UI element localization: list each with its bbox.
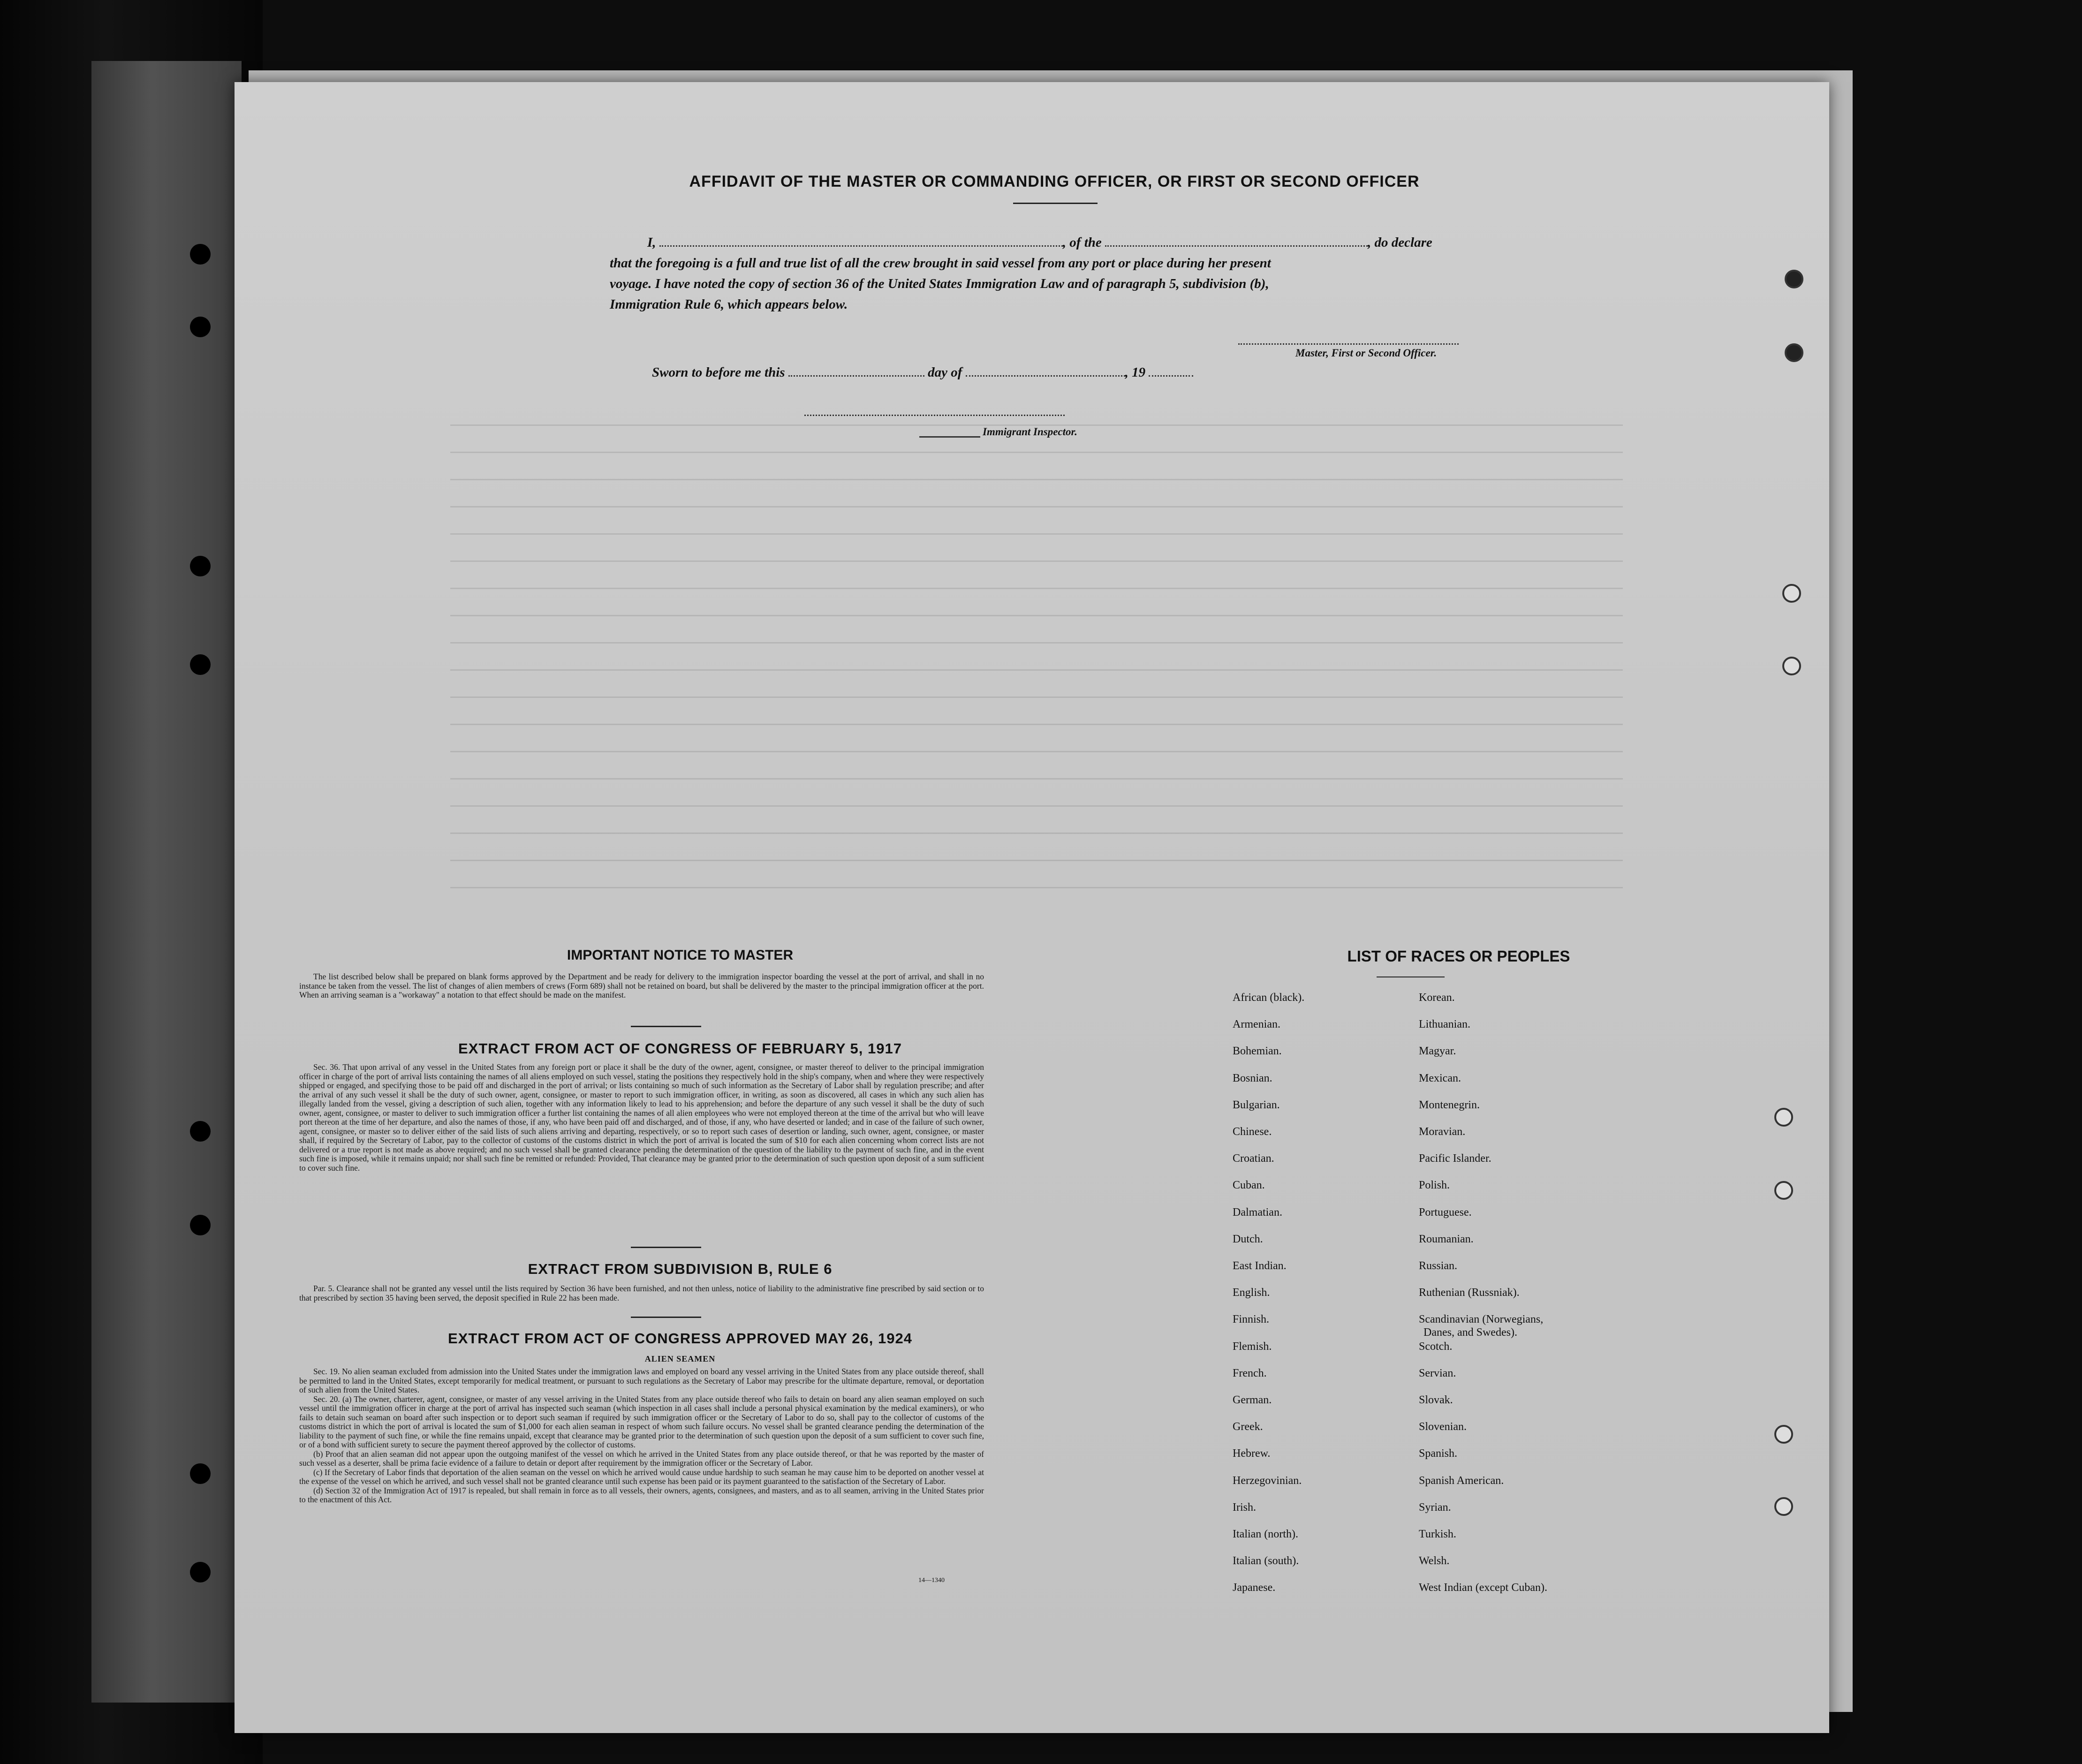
race-item: Lithuanian.	[1419, 1018, 1470, 1031]
punch-hole	[1785, 270, 1803, 288]
race-item: Danes, and Swedes).	[1423, 1326, 1517, 1339]
form-number: 14—1340	[918, 1577, 945, 1584]
punch-hole	[1785, 343, 1803, 362]
race-item: East Indian.	[1233, 1260, 1287, 1272]
race-item: Moravian.	[1419, 1126, 1466, 1138]
race-item: Dutch.	[1233, 1233, 1263, 1245]
race-item: Slovenian.	[1419, 1421, 1467, 1433]
race-item: Montenegrin.	[1419, 1098, 1480, 1111]
race-item: Servian.	[1419, 1367, 1456, 1379]
extract-1917-title: EXTRACT FROM ACT OF CONGRESS OF FEBRUARY 5, 1917	[458, 1040, 902, 1057]
day-of-label: day of	[928, 365, 962, 380]
race-item: Polish.	[1419, 1179, 1450, 1192]
binding-hole	[190, 1562, 211, 1582]
extract-1917-text	[299, 1063, 984, 1173]
inspector-underline	[919, 436, 980, 438]
race-item: Russian.	[1419, 1260, 1458, 1272]
affidavit-body	[610, 232, 1487, 315]
race-item: Roumanian.	[1419, 1233, 1474, 1245]
race-item: West Indian (except Cuban).	[1419, 1582, 1547, 1594]
binding-hole	[190, 556, 211, 576]
extract-rule6-title: EXTRACT FROM SUBDIVISION B, RULE 6	[528, 1261, 833, 1277]
binding-hole	[190, 1463, 211, 1484]
extract-1924-title: EXTRACT FROM ACT OF CONGRESS APPROVED MAY 26, 1924	[448, 1330, 912, 1347]
binding-hole	[190, 317, 211, 337]
day-blank[interactable]	[788, 371, 924, 377]
binding-hole	[190, 1121, 211, 1142]
race-item: Hebrew.	[1233, 1447, 1271, 1460]
race-item: Bosnian.	[1233, 1072, 1272, 1084]
race-item: Dalmatian.	[1233, 1206, 1282, 1219]
sec20d-paragraph: (d) Section 32 of the Immigration Act of 1917 is repealed, but shall remain in force as to all vessels, their owners, agents, consignees, and masters, and as to all seamen, arriving in the United States prior to the enactment of this Act.	[299, 1485, 984, 1504]
extract-1924-text	[299, 1367, 984, 1505]
sec20a-paragraph: Sec. 20. (a) The owner, charterer, agent, consignee, or master of any vessel arriving in the United States from any place outside thereof who fails to detain on board any alien seaman employed on such vessel until the immigration officer in charge at the port of arrival has inspected such seaman (which inspection in all cases shall include a personal physical examination by the medical examiners), or who fails to detain such seaman on board after such inspection or to deport such seaman if required by such immigration officer or the Secretary of Labor to do so, shall pay to the collector of customs of the customs district in which the port of arrival is located the sum of $1,000 for each alien seaman in respect of whom such failure occurs. No vessel shall be granted clearance pending the determination of the liability to the payment of such fine, or while the fine remains unpaid, except that clearance may be granted prior to the determination of such question upon the deposit of a sum sufficient to cover such fine, or of a bond with sufficient surety to secure the payment thereof approved by the collector of customs.	[299, 1394, 984, 1449]
race-item: Scotch.	[1419, 1340, 1453, 1353]
sworn-line	[652, 365, 1193, 380]
punch-hole	[1782, 584, 1801, 603]
master-signature-line[interactable]	[1238, 343, 1459, 345]
binding-hole	[190, 654, 211, 675]
affidavit-i: I,	[647, 235, 656, 250]
race-item: Italian (south).	[1233, 1555, 1299, 1567]
affidavit-line-2: that the foregoing is a full and true list of all the crew brought in said vessel from any port or place during her present	[610, 256, 1271, 271]
par5-paragraph: Par. 5. Clearance shall not be granted any vessel until the lists required by Section 36 have been furnished, and not then unless, notice of liability to the administrative fine prescribed by said section or to that prescribed by section 35 having been served, the deposit specified in Rule 22 has been made.	[299, 1284, 984, 1302]
affidavit-do-declare: , do declare	[1368, 235, 1432, 250]
master-caption: Master, First or Second Officer.	[1295, 347, 1437, 359]
race-item: Korean.	[1419, 992, 1455, 1004]
race-item: Finnish.	[1233, 1313, 1270, 1326]
title-rule	[1013, 203, 1098, 204]
name-blank[interactable]	[659, 242, 1063, 247]
notice-text	[299, 972, 984, 1000]
race-item: Magyar.	[1419, 1045, 1456, 1058]
races-title: LIST OF RACES OR PEOPLES	[1347, 947, 1570, 965]
race-item: Bulgarian.	[1233, 1098, 1280, 1111]
race-item: Japanese.	[1233, 1582, 1276, 1594]
bleed-through-rows	[450, 424, 1623, 893]
sec20c-paragraph: (c) If the Secretary of Labor finds that deportation of the alien seaman on the vessel on which he arrived would cause undue hardship to such seaman he may cause him to be deported on another vessel at the expense of the vessel on which he arrived, and such vessel shall not be granted clearance until such expense has been paid or its payment guaranteed to the satisfaction of the Secretary of Labor.	[299, 1467, 984, 1486]
punch-hole	[1774, 1181, 1793, 1200]
affidavit-line-4: Immigration Rule 6, which appears below.	[610, 297, 848, 312]
race-item: French.	[1233, 1367, 1267, 1379]
punch-hole	[1774, 1425, 1793, 1444]
section-rule	[631, 1317, 701, 1318]
binding-hole	[190, 244, 211, 265]
race-item: African (black).	[1233, 992, 1305, 1004]
punch-hole	[1774, 1497, 1793, 1516]
race-item: Pacific Islander.	[1419, 1152, 1491, 1165]
race-item: Irish.	[1233, 1501, 1256, 1514]
notice-paragraph: The list described below shall be prepared on blank forms approved by the Department and be ready for delivery to the immigration inspector boarding the vessel at the port of arrival, and shall in no instance be taken from the vessel. The list of changes of alien members of crews (Form 689) shall not be retained on board, but shall be delivered by the master to the principal immigration officer at the port. When an arriving seaman is a "workaway" a notation to that effect should be made on the manifest.	[299, 972, 984, 999]
inspector-signature-line[interactable]	[804, 415, 1065, 416]
binding-strip	[91, 61, 242, 1703]
binding-hole	[190, 1215, 211, 1235]
alien-seamen-heading: ALIEN SEAMEN	[644, 1354, 716, 1363]
race-item: English.	[1233, 1287, 1270, 1299]
extract-rule6-text	[299, 1284, 984, 1302]
race-item: Cuban.	[1233, 1179, 1265, 1192]
section-rule	[631, 1026, 701, 1027]
year-blank[interactable]	[1149, 371, 1193, 377]
race-item: Mexican.	[1419, 1072, 1461, 1084]
year-label: , 19	[1125, 365, 1146, 380]
section-rule	[631, 1247, 701, 1248]
race-item: Slovak.	[1419, 1394, 1453, 1406]
affidavit-title: AFFIDAVIT OF THE MASTER OR COMMANDING OFFICER, OR FIRST OR SECOND OFFICER	[689, 173, 1420, 190]
race-item: Scandinavian (Norwegians,	[1419, 1313, 1544, 1326]
race-item: Greek.	[1233, 1421, 1263, 1433]
sec20b-paragraph: (b) Proof that an alien seaman did not appear upon the outgoing manifest of the vessel on which he arrived in the United States from any place outside thereof, or that he was reported by the master of such vessel as a deserter, shall be prima facie evidence of a failure to detain or deport after requirement by the immigration officer or the Secretary of Labor.	[299, 1449, 984, 1468]
race-item: Welsh.	[1419, 1555, 1450, 1567]
race-item: Portuguese.	[1419, 1206, 1472, 1219]
race-item: Ruthenian (Russniak).	[1419, 1287, 1520, 1299]
affidavit-line-3: voyage. I have noted the copy of section 36 of the United States Immigration Law and of paragraph 5, subdivision (b),	[610, 276, 1269, 291]
sec19-paragraph: Sec. 19. No alien seaman excluded from admission into the United States under the immigration laws and employed on board any vessel arriving in the United States from any place outside thereof, shall be permitted to land in the United States, except temporarily for medical treatment, or pursuant to such regulations as the Secretary of Labor may prescribe for the ultimate departure, removal, or deportation of such alien from the United States.	[299, 1367, 984, 1394]
sworn-prefix: Sworn to before me this	[652, 365, 785, 380]
race-item: Syrian.	[1419, 1501, 1451, 1514]
race-item: Croatian.	[1233, 1152, 1274, 1165]
race-item: Turkish.	[1419, 1528, 1456, 1540]
race-item: Armenian.	[1233, 1018, 1280, 1031]
vessel-blank[interactable]	[1105, 242, 1368, 247]
notice-title: IMPORTANT NOTICE TO MASTER	[567, 947, 794, 963]
race-item: Spanish.	[1419, 1447, 1458, 1460]
race-item: Bohemian.	[1233, 1045, 1282, 1058]
race-item: Flemish.	[1233, 1340, 1272, 1353]
month-blank[interactable]	[966, 371, 1125, 377]
race-item: German.	[1233, 1394, 1272, 1406]
sec36-paragraph: Sec. 36. That upon arrival of any vessel in the United States from any foreign port or place it shall be the duty of the owner, agent, consignee, or master thereof to deliver to the principal immigration officer in charge of the port of arrival lists containing the names of all aliens employed on such vessel, stating the positions they respectively hold in the ship's company, when and where they were respectively shipped or engaged, and specifying those to be paid off and discharged in the port of arrival; or lists containing so much of such information as the Secretary of Labor shall by regulation prescribe; and after the arrival of any such vessel it shall be the duty of such owner, agent, consignee, or master to report to such immigration officer, in writing, as soon as discovered, all cases in which any such alien has illegally landed from the vessel, giving a description of such alien, together with any information likely to lead to his apprehension; and before the departure of any such vessel it shall be the duty of such owner, agent, consignee, or master to deliver to such immigration officer a further list containing the names of all alien employees who were not employed thereon at the time of the arrival but who will leave port thereon at the time of her departure, and also the names of those, if any, who have been paid off and discharged, and of those, if any, who have deserted or landed; and in case of the failure of such owner, agent, consignee, or master so to deliver either of the said lists of such aliens arriving and departing, respectively, or so to report such cases of desertion or landing, such owner, agent, consignee, or master shall, if required by the Secretary of Labor, pay to the collector of customs of the customs district in which the port of arrival is located the sum of $10 for each alien concerning whom correct lists are not delivered or a true report is not made as above required; and no such vessel shall be granted clearance pending the determination of the question of the liability to the payment of such fine, and in the event such fine is imposed, while it remains unpaid; nor shall such fine be remitted or refunded: Provided, That clearance may be granted prior to the determination of such question upon deposit of a sum sufficient to cover such fine.	[299, 1062, 984, 1173]
race-item: Italian (north).	[1233, 1528, 1298, 1540]
race-item: Spanish American.	[1419, 1474, 1504, 1487]
affidavit-of-the: , of the	[1062, 235, 1102, 250]
punch-hole	[1774, 1108, 1793, 1127]
inspector-caption: Immigrant Inspector.	[983, 426, 1077, 438]
punch-hole	[1782, 657, 1801, 675]
race-item: Herzegovinian.	[1233, 1474, 1302, 1487]
race-item: Chinese.	[1233, 1126, 1272, 1138]
